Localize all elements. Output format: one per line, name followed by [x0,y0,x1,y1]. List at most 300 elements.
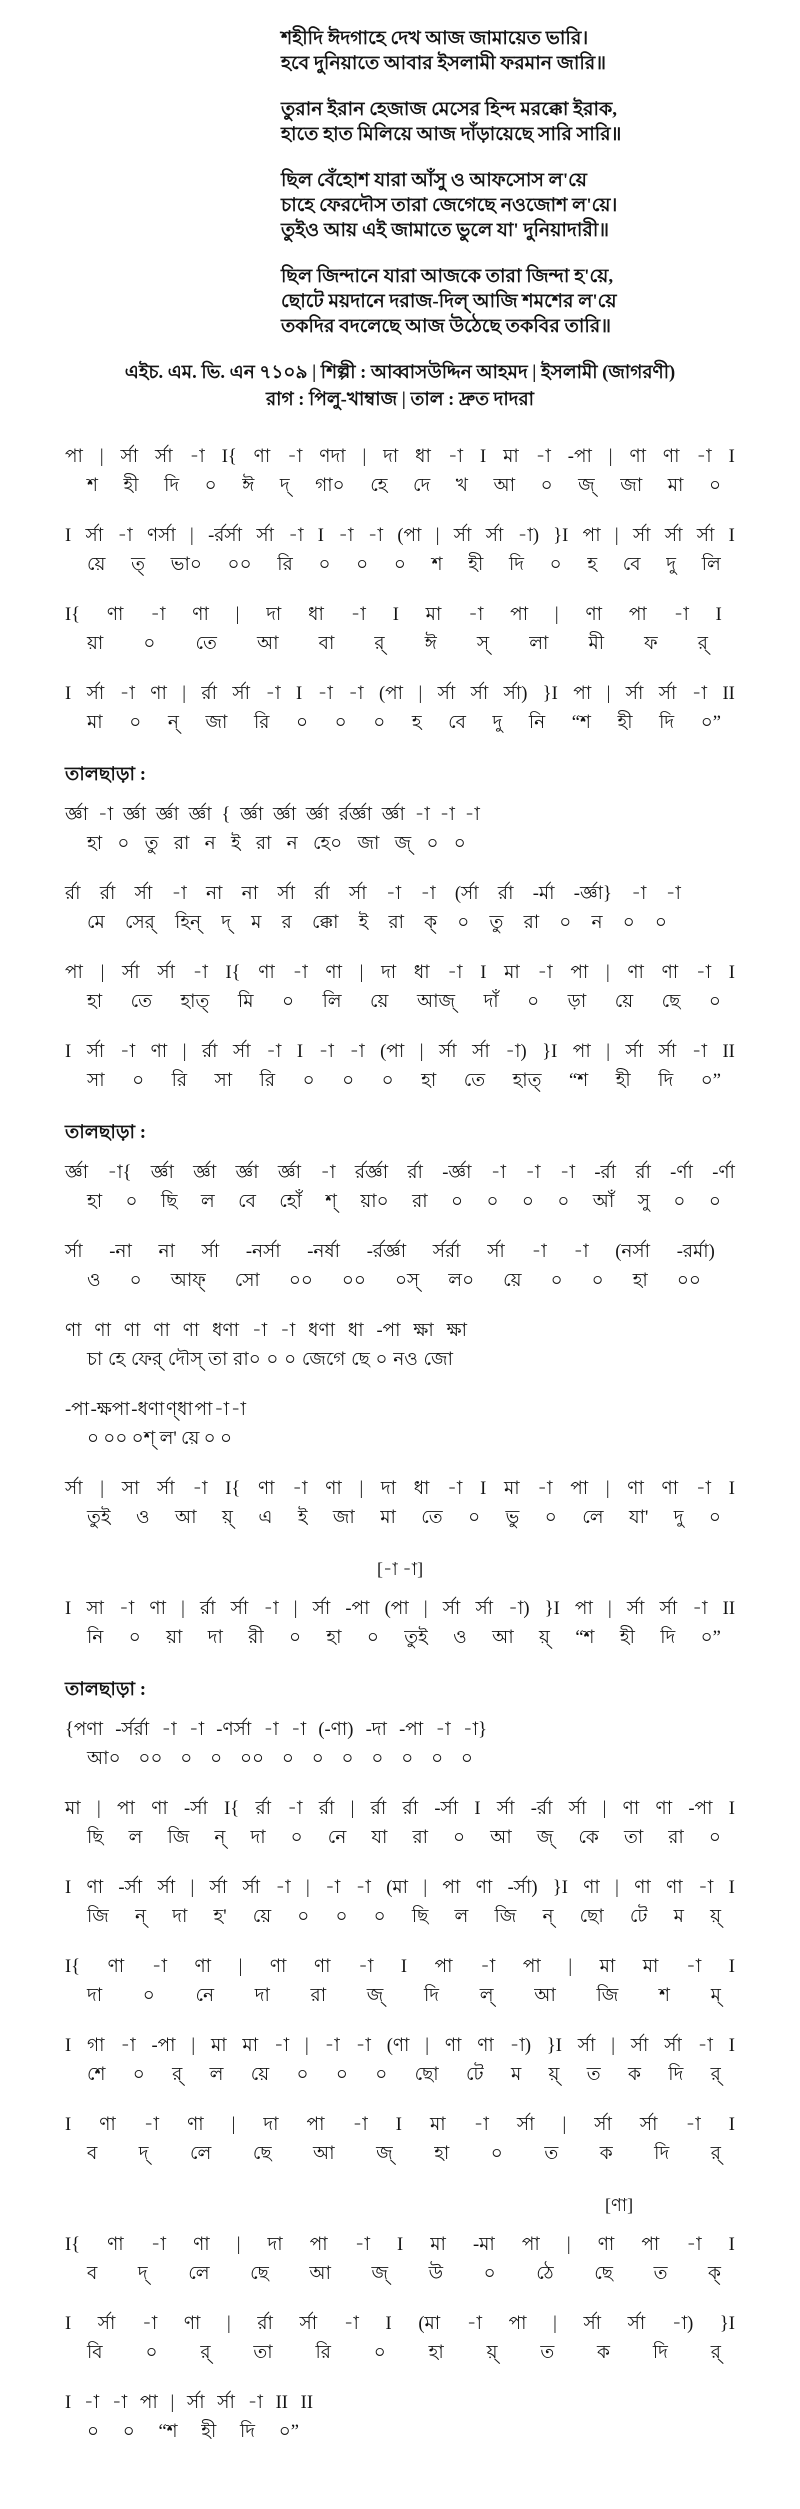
note-token: -া [537,963,553,983]
note-token: | [182,1042,187,1062]
lyrics-line: তুইও আয় এই জামাতে ভুলে যা' দুনিয়াদারী॥ [281,220,610,241]
notation-line [65,1717,770,1772]
lyric-syllable: ০ [204,476,217,496]
lyric-syllable: ক [628,2065,641,2085]
note-token: II [722,1599,735,1619]
lyric-syllable: দু [492,713,503,733]
note-token: ণা [182,1321,200,1341]
note-token: -া [275,1878,291,1898]
lyric-syllable: য়া [87,634,104,654]
lyric-syllable: ০” [700,1628,721,1648]
note-token: I [397,2235,404,2255]
note-token: (পা [397,526,422,546]
note-token: -া [695,1479,712,1499]
note-token: -া) [517,526,539,546]
note-token: র্সা [664,2036,682,2056]
note-token: | [359,1479,364,1499]
note-token: -া [263,1599,279,1619]
note-token: }I [552,1878,568,1898]
lyric-syllable: ০ [381,1071,394,1091]
note-token: | [419,1042,424,1062]
lyric-syllable: দু [666,555,677,575]
lyrics-line: তকদির বদলেছে আজ উঠেছে তকবির তারি॥ [281,316,611,337]
lyric-syllable: আ০ [87,1749,121,1769]
lyric-syllable: ছি [411,1907,429,1927]
note-token: | [100,963,105,983]
note-token: ণা [151,1799,168,1819]
lyric-syllable: নি [87,1628,104,1648]
note-token: মা [504,963,520,983]
note-token: ধা [347,1321,364,1341]
lyric-syllable: ত [544,2144,559,2164]
lyric-syllable: দা [207,1628,223,1648]
lyric-syllable: ০০ [676,1271,701,1291]
note-token: I{ [225,1479,241,1499]
lyric-syllable: হ' [213,1907,227,1927]
lyric-syllable: ০০ [288,1271,313,1291]
note-token: | [568,1957,573,1977]
lyric-syllable: চা [87,1350,103,1370]
lyric-syllable: তু [489,913,504,933]
notation-line [65,1596,770,1651]
note-token: র্সা [312,1599,331,1619]
note-token: | [615,1878,619,1898]
lyric-syllable: ছে [252,2144,272,2164]
talchhara-heading: তালছাড়া : [65,1679,147,1700]
note-token: -া [320,1163,336,1183]
note-row [65,1476,735,1502]
note-token: -া [287,1799,303,1819]
lyric-syllable: ০ [708,476,721,496]
lyric-syllable: জ্ [394,834,412,854]
note-token: ণা [107,2235,124,2255]
lyric-syllable: সো [234,1271,260,1291]
note-token: II [722,1042,735,1062]
lyric-syllable: ০” [700,1071,721,1091]
syllable-row [87,1426,232,1452]
lyric-syllable: রা০ [233,1350,261,1370]
lyric-syllable: সা [87,1071,105,1091]
note-token: ণা [150,1042,168,1062]
note-token: পা [521,2235,540,2255]
lyric-syllable: ০ [549,555,562,575]
lyric-syllable: ০ [132,2065,145,2085]
lyric-syllable: ল [209,2065,224,2085]
note-token: ণা [666,1878,683,1898]
note-token: | [96,1799,101,1819]
lyric-syllable: য়া [166,1628,183,1648]
syllable-row [87,1268,701,1294]
note-token: র্সা [349,884,367,904]
note-token: -পা [65,1400,90,1420]
note-token: র্রা [314,884,330,904]
notation-line [65,2390,770,2445]
note-token: -া [535,447,551,467]
note-token: ণা [253,447,271,467]
note-token: ণা [65,1321,82,1341]
lyric-syllable: হী [123,476,139,496]
note-token: ধণা [212,1321,240,1341]
lyric-syllable: ০ [266,1350,279,1370]
note-token: দা [267,2235,283,2255]
lyrics-line: শহীদি ঈদগাহে দেখ আজ জামায়েত ভারি। [281,28,589,49]
lyric-syllable: ছো [579,1907,604,1927]
lyric-syllable: তুই [87,1508,111,1528]
note-token: র্সা [97,2314,116,2334]
note-token: র্জ্ঞা [240,805,264,825]
note-token: ণদা [319,447,346,467]
note-token: র্সা [277,884,295,904]
lyric-syllable: ০ [591,1271,604,1291]
notation-line [65,681,770,736]
note-token: | [611,2036,615,2056]
lyric-syllable: জা [205,713,228,733]
note-token: | [362,447,367,467]
note-row [65,881,681,907]
lyric-syllable: ই [230,834,241,854]
note-token: -া [447,447,464,467]
note-token: | [606,684,611,704]
note-token: মা [425,605,442,625]
lyric-syllable: র্ [710,2144,721,2164]
lyric-syllable: ০ [356,555,369,575]
note-row [65,1039,735,1065]
note-token: মা [242,2036,259,2056]
syllable-row [87,1505,721,1531]
lyric-syllable: হ [411,713,422,733]
note-token: {পণা [65,1720,103,1740]
notation-line [65,1476,770,1531]
note-token: | [238,1957,243,1977]
note-row [65,1596,735,1622]
note-token: -া [573,1242,589,1262]
lyric-syllable: ম্ [710,1986,721,2006]
note-token: ণা [477,2036,494,2056]
note-token: মা [503,447,519,467]
note-token: -া [435,1720,451,1740]
lyric-syllable: জ্ [376,2144,393,2164]
note-token: র্সা [85,526,104,546]
lyrics-stanza [281,168,770,243]
note-token: র্সা [472,1042,490,1062]
lyric-syllable: ০ [334,713,347,733]
note-token: ণা [655,1799,673,1819]
lyric-syllable: সু [637,1192,650,1212]
lyric-syllable: ছে [661,992,681,1012]
note-token: -র্সর্রা [115,1720,150,1740]
syllable-row [87,1625,721,1651]
lyric-syllable: ০ [460,1749,473,1769]
lyric-syllable: ছো [414,2065,439,2085]
syllable-row [87,2419,299,2445]
lyric-syllable: ০ [431,1749,444,1769]
note-token: -া [692,1599,708,1619]
note-token: র্সা [65,1479,83,1499]
lyric-syllable: ০ [281,1749,294,1769]
note-token: -া [111,2393,128,2413]
note-token: -া [150,2235,166,2255]
lyric-syllable: স্ [476,634,490,654]
lyric-syllable: দ্ [138,2144,149,2164]
lyric-syllable: বে [448,713,466,733]
note-token: -র্সা) [507,1878,538,1898]
note-token: ণা [192,605,209,625]
lyric-syllable: ক্কো [311,913,339,933]
lyric-syllable: ০ [673,1192,686,1212]
lyric-syllable: ০ [342,1071,355,1091]
note-token: I [317,526,324,546]
lyric-syllable: হে [370,476,388,496]
lyric-syllable: টে [629,1907,648,1927]
note-token: র্সা [217,2393,235,2413]
note-token: -া [263,1720,279,1740]
note-token: | [423,1599,428,1619]
note-token: I [65,1878,72,1898]
lyric-syllable: ০” [700,713,721,733]
lyric-syllable: য়ে [614,992,634,1012]
note-token: ণা [661,1479,679,1499]
note-token: | [305,1878,310,1898]
note-token: ণা [269,1957,287,1977]
note-token: II [275,2393,288,2413]
lyric-syllable: ০” [278,2422,299,2442]
lyrics-line: হবে দুনিয়াতে আবার ইসলামী ফরমান জারি॥ [281,53,606,74]
note-token: I [728,447,735,467]
lyric-syllable: ০ [371,1749,384,1769]
lyric-syllable: ০ [453,1828,466,1848]
note-token: -া [273,2036,290,2056]
note-token: পা [65,447,83,467]
note-token: -া{ [107,1163,132,1183]
note-row [65,681,735,707]
notation-line [65,1239,770,1294]
note-token: র্সা [437,684,456,704]
note-token: }I [544,1599,560,1619]
note-row [65,2311,735,2337]
lyric-syllable: ০ [373,713,386,733]
lyric-syllable: সা [214,1071,233,1091]
lyric-syllable: নে [195,1986,215,2006]
note-token: ণা [149,1599,166,1619]
lyric-syllable: ০ [341,1749,354,1769]
lyrics-line: হাতে হাত মিলিয়ে আজ দাঁড়ায়েছে সারি সারি॥ [281,124,622,145]
lyric-syllable: শে [87,2065,106,2085]
lyric-syllable: য়ে [252,1907,272,1927]
note-token: র্সর্রা [432,1242,461,1262]
note-token: -া [468,605,484,625]
lyric-syllable: দ্ [279,476,290,496]
note-token: -া [343,2314,359,2334]
note-token: না [205,884,223,904]
note-token: পা [139,2393,158,2413]
note-token: ণা [629,447,646,467]
lyric-syllable: ০শ্ [131,1429,156,1449]
note-token: ণা [153,1321,170,1341]
note-token: র্রা [407,1163,423,1183]
note-token: ণা [325,1479,342,1499]
syllable-row [87,1825,721,1851]
lyric-syllable: জ্ [366,1986,384,2006]
note-token: মা [65,1799,81,1819]
talchhara-heading: তালছাড়া : [65,1122,147,1143]
note-token: ণা [106,605,124,625]
syllable-row [87,910,667,936]
note-token: পা [116,1799,135,1819]
lyric-syllable: ও [87,1271,101,1291]
note-token: -া [447,1479,463,1499]
lyric-syllable: ছে [351,1350,370,1370]
note-token: -া [266,1042,282,1062]
note-token: I{ [225,963,241,983]
lyric-syllable: লি [322,992,342,1012]
note-token: ণা [99,2115,116,2135]
lyric-syllable: ও [453,1628,467,1648]
lyric-syllable: রা [310,1986,327,2006]
lyric-syllable: ০ [468,1508,481,1528]
note-token: র্সা [65,1242,83,1262]
note-token: ণা [627,963,644,983]
note-token: ধা [413,1479,430,1499]
note-token: -া [473,2115,489,2135]
lyric-syllable: রা [412,1192,428,1212]
note-token: ণা [150,684,167,704]
note-token: ক্ষা [446,1321,467,1341]
notation-line [65,444,770,499]
note-token: -া [447,963,463,983]
note-token: র্সা [157,1479,175,1499]
notation-line [65,881,770,936]
lyric-syllable: মি [237,992,254,1012]
note-token: -া [120,2036,136,2056]
note-token: -া [559,1163,576,1183]
note-token: -া [290,1720,307,1740]
note-token: -া [119,1042,136,1062]
note-token: { [221,805,231,825]
lyric-syllable: তু [144,834,159,854]
note-token: -া [83,2393,100,2413]
lyric-syllable: ০০ [227,555,252,575]
inline-note-annotation: [ণা] [605,2195,634,2215]
note-token: -া [354,2235,370,2255]
note-token: পা [510,605,529,625]
lyric-syllable: ০ [366,1628,379,1648]
note-token: -া [537,1479,553,1499]
lyric-syllable: দাঁ [483,992,499,1012]
note-token: র্জ্ঞা [122,805,146,825]
note-token: -র্রা [530,1799,553,1819]
note-token: -া [466,2314,482,2334]
lyric-syllable: নে [327,1828,347,1848]
lyric-syllable: জেগে [301,1350,346,1370]
record-artist-category-line: এইচ. এম. ভি. এন ৭১০৯ | শিল্পী : আব্বাসউদ্দিন আহমদ | ইসলামী (জাগরণী) [124,363,676,383]
notation-line [65,2311,770,2366]
note-token: -া) [505,1042,527,1062]
note-token: -া [338,526,354,546]
syllable-row [87,1746,473,1772]
note-row [65,1875,735,1901]
note-token: -া [631,884,647,904]
song-meta [30,360,770,414]
syllable-row [87,473,721,499]
note-token: র্সা [625,1042,644,1062]
note-token: I [385,2314,392,2334]
note-row [65,2112,735,2138]
note-token: -া [247,2393,263,2413]
notation-line [65,802,770,857]
note-token: -া [117,526,133,546]
lyric-syllable: হী [619,1628,635,1648]
lyric-syllable: রা [255,834,272,854]
lyric-syllable: জ্ [536,1828,554,1848]
lyric-syllable: ফ [644,634,658,654]
note-token: I [65,2314,72,2334]
note-token: I [728,963,735,983]
note-token: -া [189,447,205,467]
lyric-syllable: ০ [426,834,439,854]
note-token: র্সা [639,2115,658,2135]
note-token: -া [698,1878,714,1898]
note-token: র্রা [635,1163,651,1183]
note-token: | [425,2036,429,2056]
lyric-syllable: ব [87,2264,98,2284]
note-token: (মা [386,1878,408,1898]
note-token: র্সা [86,1042,105,1062]
note-token: -র্রর্সা [208,526,242,546]
lyric-syllable: মা [380,1508,396,1528]
lyric-syllable: নও [393,1350,418,1370]
lyrics-line: ছোটে ময়দানে দরাজ-দিল্ আজি শমশের ল'য়ে [281,291,617,312]
lyric-syllable: র্ [200,2343,211,2363]
lyric-syllable: ০ [375,2065,388,2085]
lyric-syllable: লি [701,555,721,575]
lyric-syllable: তা [253,2343,273,2363]
note-token: -নর্ষা [307,1242,341,1262]
lyric-syllable: টে [466,2065,484,2085]
note-row [65,1717,487,1743]
lyric-syllable: ০ [142,1986,155,2006]
note-token: র্সা [470,684,489,704]
lyric-syllable: ন্ [135,1907,147,1927]
lyric-syllable: য়ে [370,992,389,1012]
lyric-syllable: ০ [219,1429,232,1449]
lyric-syllable: বে [238,1192,256,1212]
lyric-syllable: র্ [710,2343,721,2363]
lyric-syllable: য়্ [486,2343,498,2363]
lyric-syllable: ল [200,1192,215,1212]
lyric-syllable: ল [454,1907,469,1927]
note-token: ধা [415,447,431,467]
lyric-syllable: ০ [143,634,156,654]
note-token: | [614,526,619,546]
note-token: (মা [418,2314,441,2334]
lyric-syllable: হা [632,1271,648,1291]
note-token: I [65,526,72,546]
note-token: র্সা [658,684,677,704]
note-token: র্সা [625,684,644,704]
lyric-syllable: হী [468,555,484,575]
note-token: -া [414,805,430,825]
note-token: -র্জ্ঞা [442,1163,472,1183]
note-token: I [65,1599,72,1619]
lyric-syllable: ০ [451,1192,464,1212]
note-token: ক্ষা [413,1321,434,1341]
note-token: I [715,605,722,625]
note-token: ণা [325,963,342,983]
lyric-syllable: ০০ [103,1429,128,1449]
note-token: পা [306,2115,325,2135]
lyric-syllable: মী [588,634,605,654]
note-token: -া [665,884,681,904]
